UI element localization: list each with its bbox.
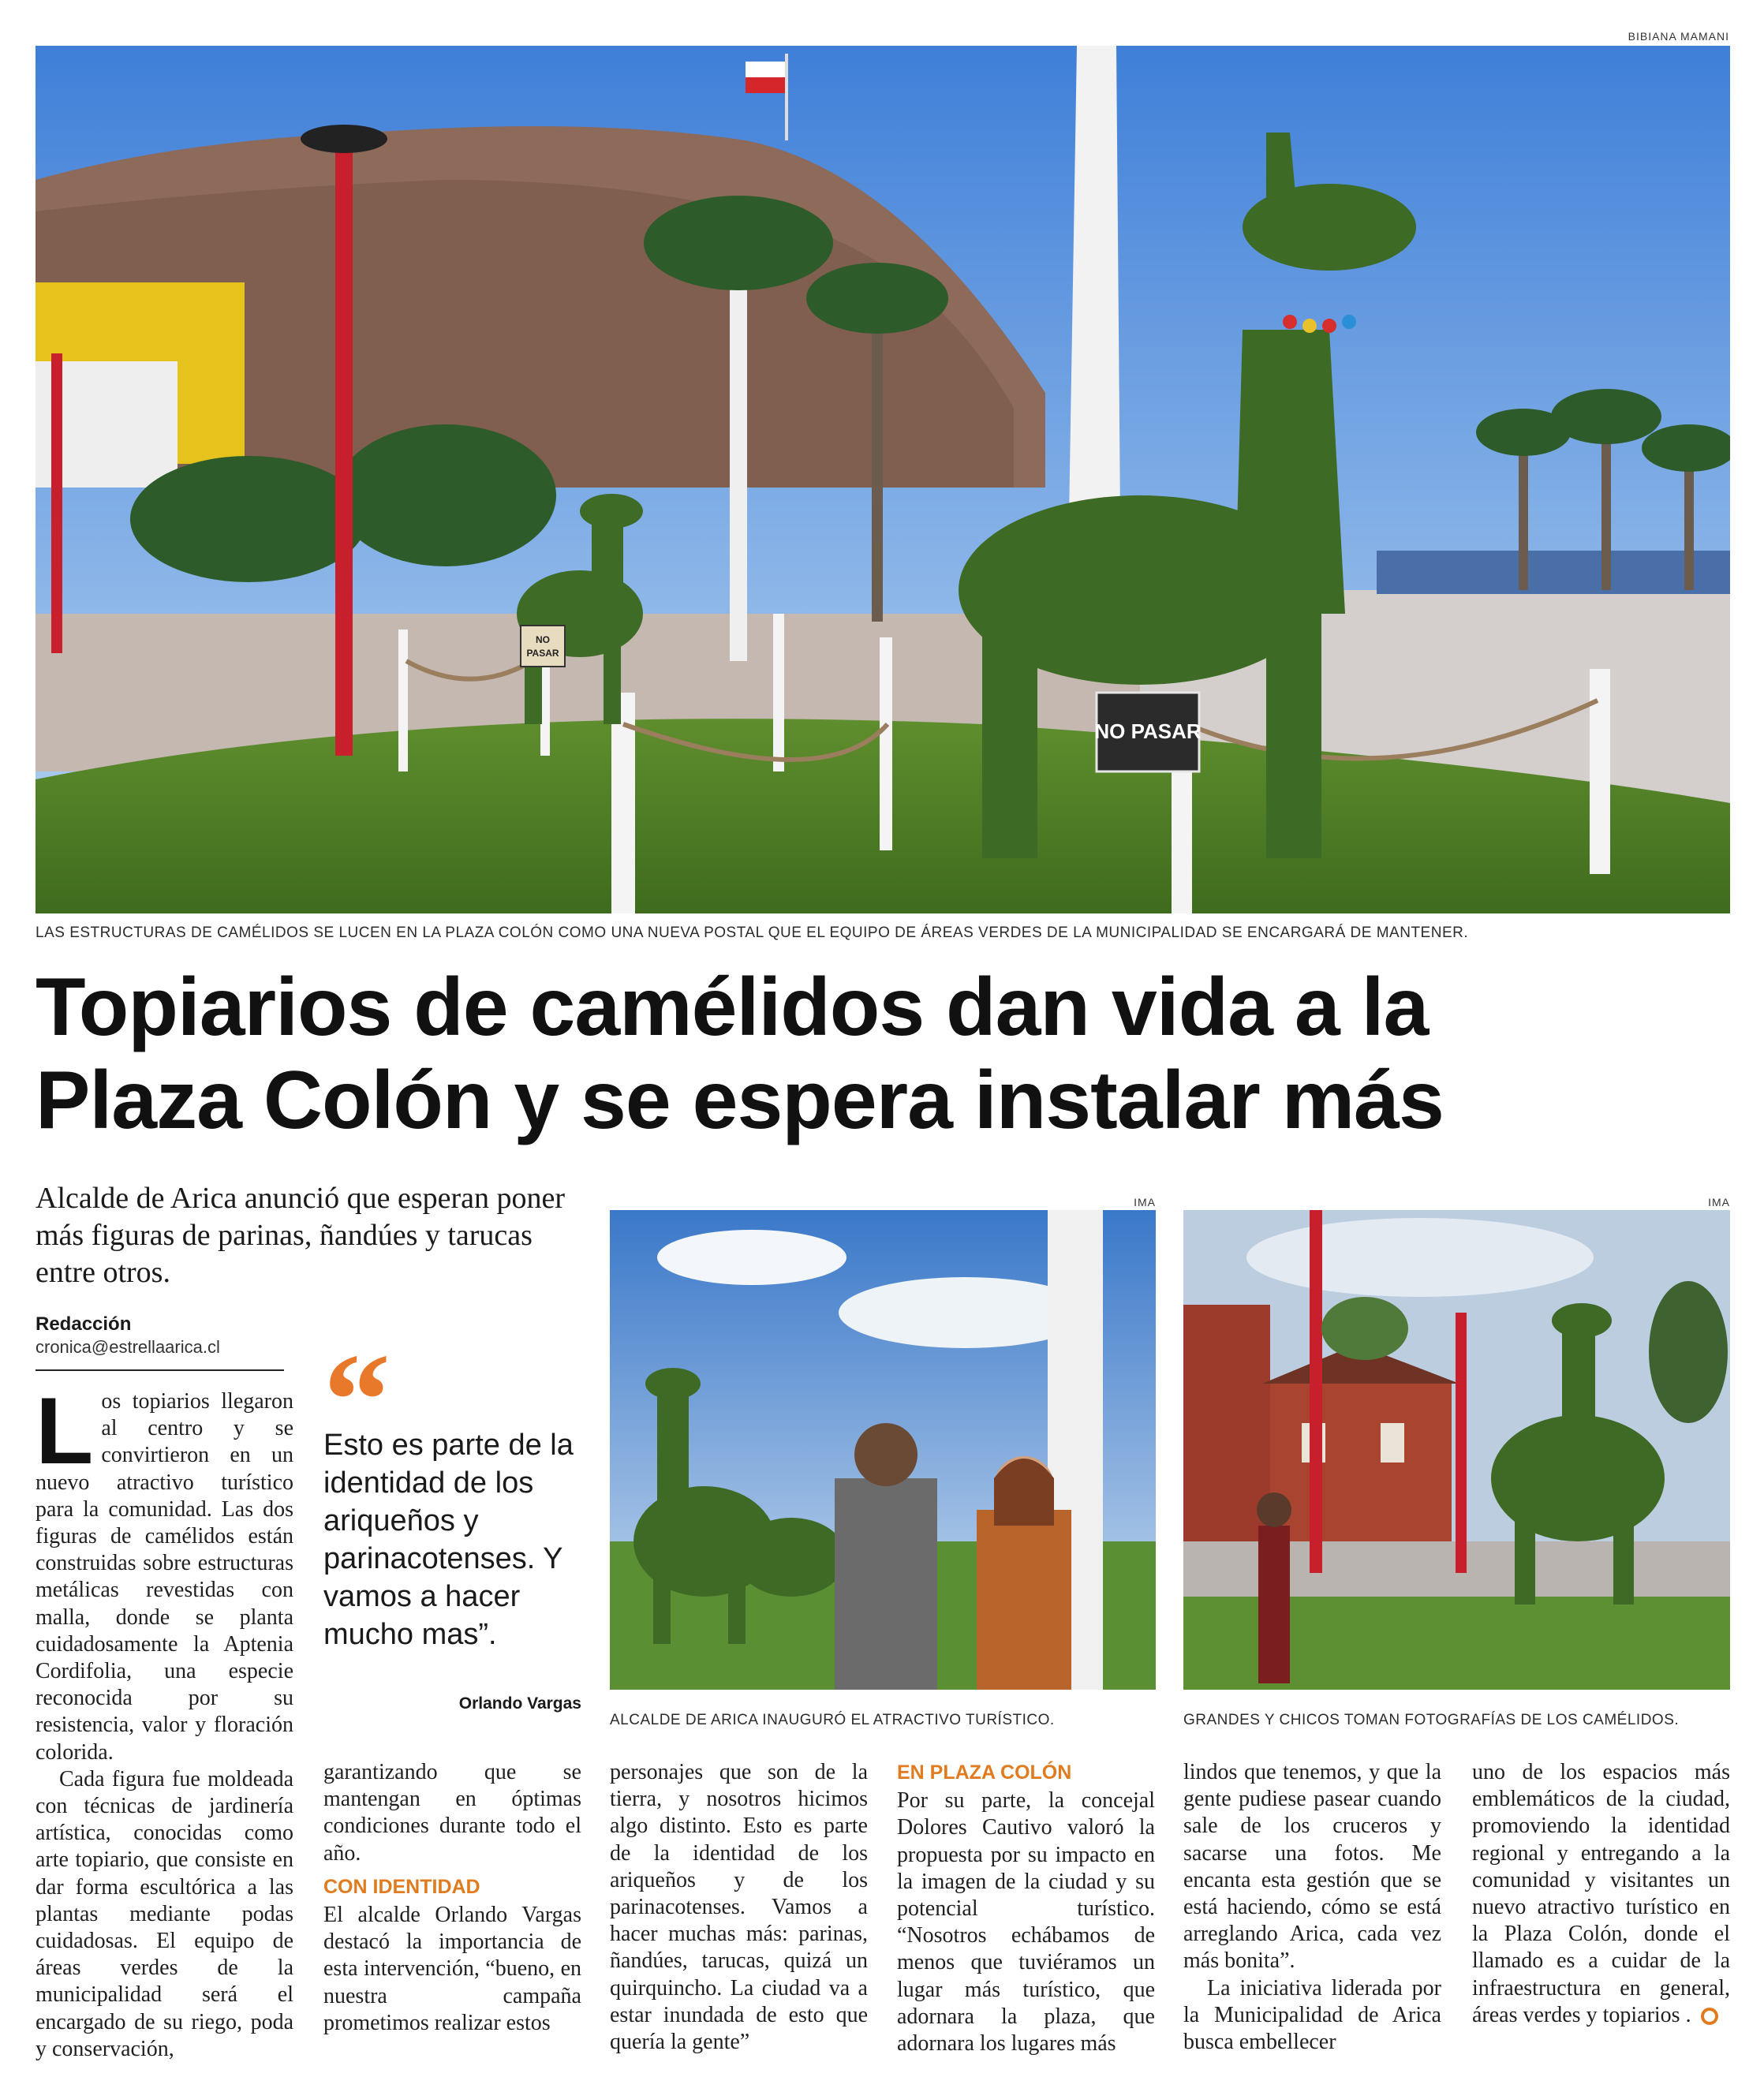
drop-cap: L <box>36 1378 94 1484</box>
main-photo <box>36 46 1730 913</box>
article-paragraph-9-text: uno de los espacios más emblemáticos de la ciudad, promoviendo la identidad regional y entregando a la comunidad y visitantes un nuevo atractivo turístico en la Plaza Colón, donde el llamado es a cuidar de la infraestructura en general, áreas verdes y topiarios . <box>1472 1760 1730 2027</box>
article-paragraph-2: Cada figura fue moldeada con técnicas de jardinería artística, conocidas como arte topiario, que consiste en dar forma escultórica a las plantas mediante podas cuidadosas. El equipo de áreas verdes de la municipalidad será el encargado de su riego, poda y conservación, <box>36 1766 293 2061</box>
photo-3-caption: GRANDES Y CHICOS TOMAN FOTOGRAFÍAS DE LOS CAMÉLIDOS. <box>1183 1712 1680 1728</box>
byline-name: Redacción <box>36 1313 132 1335</box>
end-of-article-icon <box>1701 2008 1718 2025</box>
subhead: Alcalde de Arica anunció que esperan poner más figuras de parinas, ñandúes y tarucas entre otros. <box>36 1182 566 1289</box>
photo-2-credit: IMA <box>1134 1196 1156 1209</box>
photo-mayor <box>610 1210 1156 1690</box>
quote-author: Orlando Vargas <box>458 1694 581 1713</box>
article-paragraph-9 <box>1472 1759 1730 2029</box>
photo-children <box>1183 1210 1730 1690</box>
article-column-4 <box>897 1759 1155 2057</box>
pull-quote: Esto es parte de la identidad de los ariqueños y parinacotenses. Y vamos a hacer mucho mas”. <box>323 1429 574 1651</box>
headline-line-2: Plaza Colón y se espera instalar más <box>36 1055 1444 1146</box>
headline-line-1: Topiarios de camélidos dan vida a la <box>36 962 1429 1053</box>
article-paragraph-7: lindos que tenemos, y que la gente pudiese pasear cuando sale de los cruceros y sacarse una fotos. Me encanta esta gestión que se está haciendo, cómo se está arreglando Arica, cada vez más bonita”. <box>1183 1760 1441 1974</box>
main-photo-caption: LAS ESTRUCTURAS DE CAMÉLIDOS SE LUCEN EN LA PLAZA COLÓN COMO UNA NUEVA POSTAL QUE EL EQUIPO DE ÁREAS VERDES DE LA MUNICIPALIDAD SE ENCARGARÁ DE MANTENER. <box>36 925 1469 941</box>
sign-no-small-line1: NO <box>536 634 550 645</box>
article-column-2 <box>323 1759 581 2037</box>
article-paragraph-5: personajes que son de la tierra, y nosotros hicimos algo distinto. Esto es parte de la identidad de los ariqueños y de los parinacotenses. Vamos a hacer muchas más: parinas, ñandúes, tarucas, quizá un quirquincho. La ciudad va a estar inundada de esto que quería la gente” <box>610 1760 868 2055</box>
article-paragraph-3: garantizando que se mantengan en óptimas condiciones durante todo el año. <box>323 1760 581 1866</box>
subsection-heading-plaza-colon: EN PLAZA COLÓN <box>897 1761 1072 1784</box>
article-column-5 <box>1183 1759 1441 2056</box>
article-paragraph-1 <box>36 1378 293 1766</box>
quote-mark: “ <box>323 1326 391 1474</box>
sign-no-small-line2: PASAR <box>526 648 559 659</box>
article-column-6 <box>1472 1759 1730 2029</box>
article-paragraph-6: Por su parte, la concejal Dolores Cautivo valoró la propuesta por su impacto en la imagen de la ciudad y su potencial turístico. “Nosotros echábamos de menos que tuviéramos un lugar más turístico, que adornara la plaza, que adornara los lugares más <box>897 1788 1155 2057</box>
sign-no-pasar-large: NO PASAR <box>1094 719 1202 743</box>
article-paragraph-1-text: os topiarios llegaron al centro y se convirtieron en un nuevo atractivo turístico para la comunidad. Las dos figuras de camélidos están construidas sobre estructuras metálicas revestidas con malla, donde se planta cuidadosamente la Aptenia Cordifolia, una especie reconocida por su resistencia, valor y floración colorida. <box>36 1389 293 1765</box>
photo-2-caption: ALCALDE DE ARICA INAUGURÓ EL ATRACTIVO TURÍSTICO. <box>610 1712 1055 1728</box>
article-column-3 <box>610 1759 868 2056</box>
article-paragraph-8: La iniciativa liderada por la Municipalidad de Arica busca embellecer <box>1183 1975 1441 2055</box>
byline-email[interactable]: cronica@estrellaarica.cl <box>36 1337 220 1357</box>
article-column-1 <box>36 1378 293 2063</box>
photo-credit: BIBIANA MAMANI <box>1628 30 1729 43</box>
subsection-heading-identidad: CON IDENTIDAD <box>323 1875 480 1898</box>
photo-3-credit: IMA <box>1708 1196 1730 1209</box>
byline-rule <box>36 1369 284 1371</box>
headline <box>36 961 1740 1147</box>
article-paragraph-4: El alcalde Orlando Vargas destacó la importancia de esta intervención, “bueno, en nuestra campaña prometimos realizar estos <box>323 1903 581 2035</box>
